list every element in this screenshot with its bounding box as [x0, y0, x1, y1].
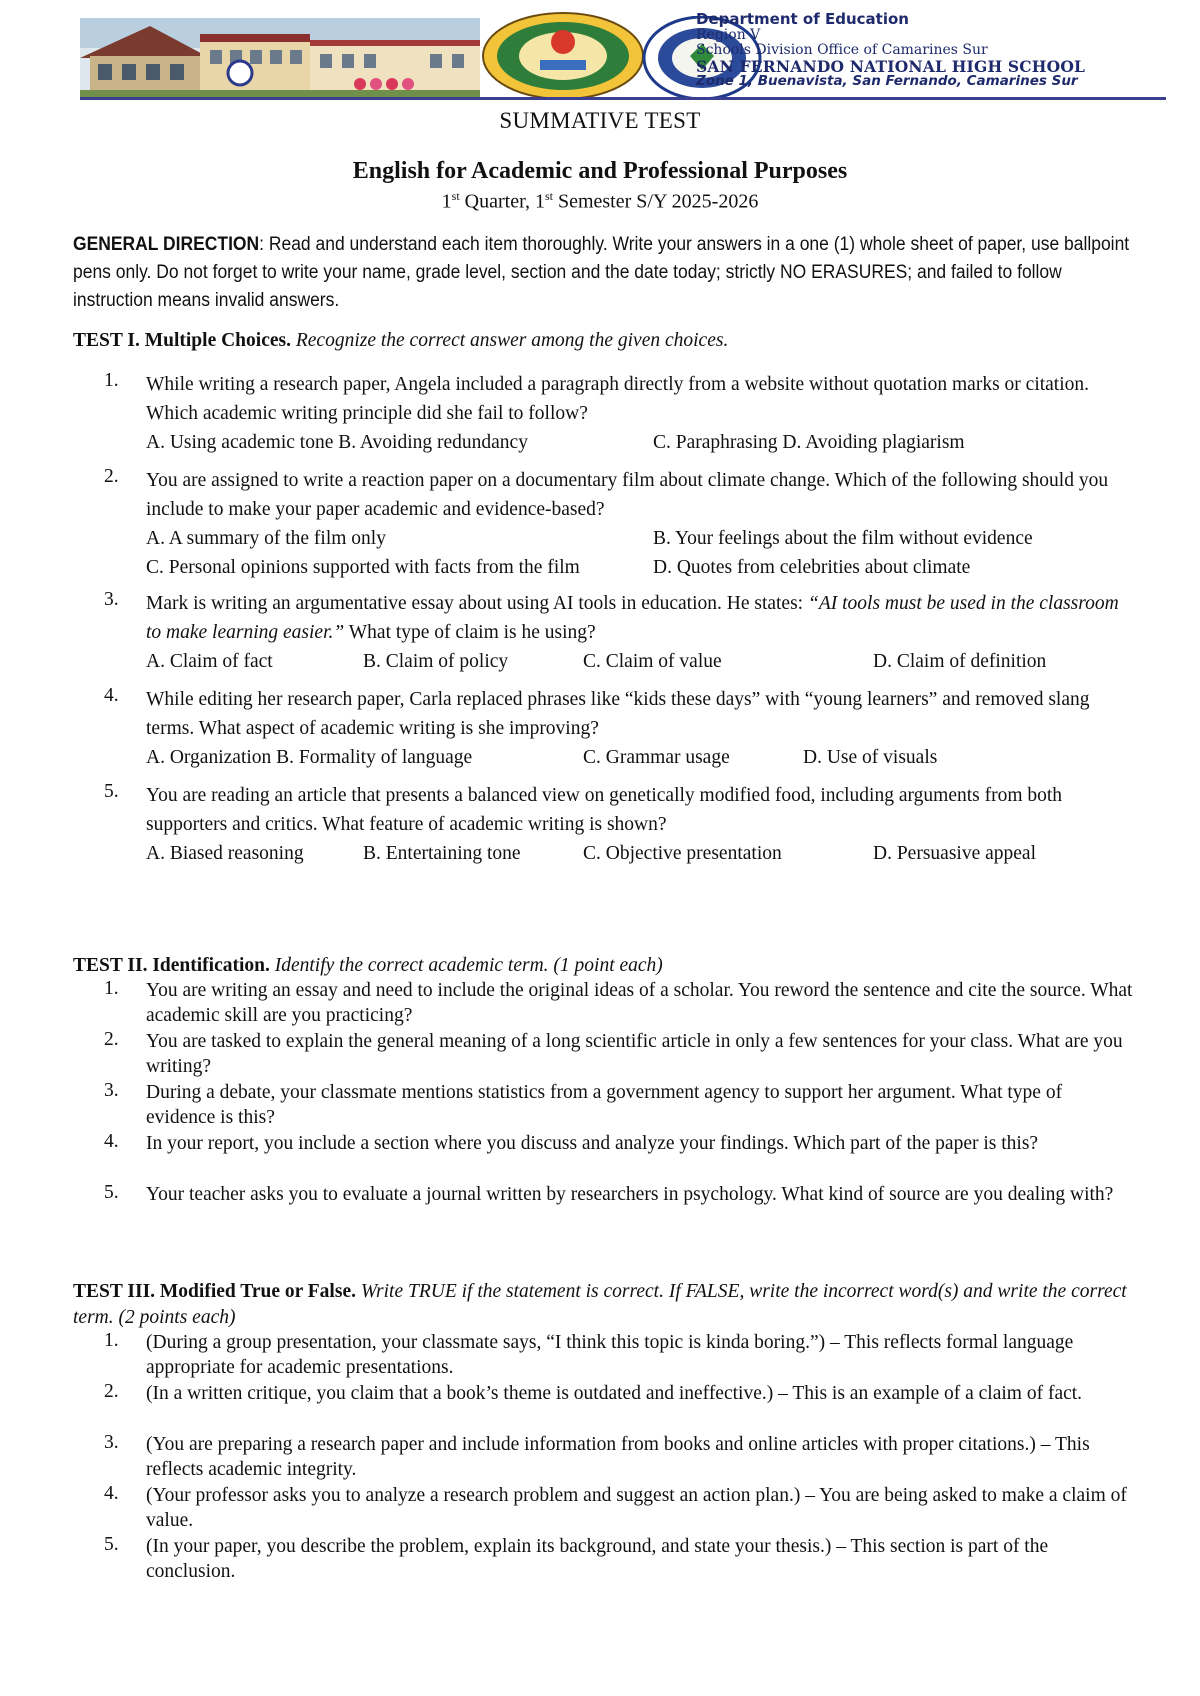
option: A. Using academic tone B. Avoiding redundancy: [146, 432, 528, 453]
option: B. Claim of policy: [363, 651, 509, 672]
test2-item-2: 2. You are tasked to explain the general meaning of a long scientific article in only a few sentences for your class. What are you writing?: [104, 1029, 1123, 1077]
option: A. Biased reasoning: [146, 843, 304, 864]
test3-item-3: 3. (You are preparing a research paper and include information from books and online articles with proper citations.) – This reflects academic integrity.: [104, 1432, 1090, 1480]
test2-item-3: 3. During a debate, your classmate mentions statistics from a government agency to support her argument. What type of evidence is this?: [104, 1080, 1063, 1128]
department-name: Department of Education: [696, 10, 909, 28]
option: B. Entertaining tone: [363, 843, 521, 864]
test1-item-3: 3. Mark is writing an argumentative essay about using AI tools in education. He states: “AI tools must be used in the classroom to make learning easier.” What type of claim is he using? A. Claim of fact B. Claim of policy C. Claim of value D. Claim of definition: [104, 589, 1134, 676]
school-address: Zone 1, Buenavista, San Fernando, Camarines Sur: [696, 73, 1078, 89]
test2-item-5: 5. Your teacher asks you to evaluate a journal written by researchers in psychology. What kind of source are you dealing with?: [104, 1182, 1114, 1205]
test3-item-2: 2. (In a written critique, you claim that a book’s theme is outdated and ineffective.) – This is an example of a claim of fact.: [104, 1381, 1083, 1404]
test3-item-5: 5. (In your paper, you describe the problem, explain its background, and state your thesis.) – This section is part of the conclusion.: [104, 1534, 1049, 1582]
option: A. Claim of fact: [146, 651, 273, 672]
option: C. Objective presentation: [583, 843, 782, 864]
school-building-photo: [80, 18, 480, 98]
option: D. Use of visuals: [803, 747, 938, 768]
test1-heading: TEST I. Multiple Choices. Recognize the correct answer among the given choices.: [73, 330, 729, 351]
division-seal-icon: [480, 12, 646, 100]
letterhead: [80, 12, 1166, 100]
option: D. Persuasive appeal: [873, 843, 1036, 864]
test2-item-4: 4. In your report, you include a section where you discuss and analyze your findings. Which part of the paper is this?: [104, 1131, 1039, 1154]
option: D. Claim of definition: [873, 651, 1047, 672]
test3-item-4: 4. (Your professor asks you to analyze a research problem and suggest an action plan.) – You are being asked to make a claim of value.: [104, 1483, 1127, 1531]
test1-item-2: 2. You are assigned to write a reaction paper on a documentary film about climate change. Which of the following should you include to make your paper academic and evidence-based? A. A summary of the film only B. Your feelings about the film without evidence C. Personal opinions supported with facts from the film D. Quotes from celebrities about climate: [104, 466, 1134, 582]
test3-heading: TEST III. Modified True or False. Write TRUE if the statement is correct. If FALSE, write the incorrect word(s) and write the correct term. (2 points each): [73, 1281, 1127, 1328]
option: A. Organization B. Formality of language: [146, 747, 473, 768]
school-name: SAN FERNANDO NATIONAL HIGH SCHOOL: [696, 56, 1086, 76]
region-name: Region V: [696, 26, 761, 43]
option: C. Paraphrasing D. Avoiding plagiarism: [653, 432, 965, 453]
test2-heading: TEST II. Identification. Identify the correct academic term. (1 point each): [73, 955, 663, 976]
direction-label: GENERAL DIRECTION: [73, 234, 260, 255]
option: C. Claim of value: [583, 651, 722, 672]
document-title: SUMMATIVE TEST: [499, 108, 701, 133]
option: A. A summary of the film only: [146, 528, 386, 549]
direction-text: : Read and understand each item thoroughly. Write your answers in a one (1) whole sheet of paper, use ballpoint pens only. Do not forget to write your name, grade level, section and the date today; strictly NO ERASURES; and failed to follow instruction means invalid answers.: [73, 234, 1130, 311]
general-direction: [73, 231, 1143, 315]
header-divider: [80, 97, 1166, 100]
option: C. Grammar usage: [583, 747, 730, 768]
option: B. Your feelings about the film without evidence: [653, 528, 1033, 549]
test2-item-1: 1. You are writing an essay and need to include the original ideas of a scholar. You reword the sentence and cite the source. What academic skill are you practicing?: [104, 978, 1133, 1026]
division-name: Schools Division Office of Camarines Sur: [696, 42, 988, 58]
subject-title: English for Academic and Professional Purposes: [352, 158, 848, 184]
term-line: 1st Quarter, 1st Semester S/Y 2025-2026: [441, 189, 759, 213]
test1-item-4: 4. While editing her research paper, Carla replaced phrases like “kids these days” with “young learners” and removed slang terms. What aspect of academic writing is she improving? A. Organization B. Formality of language C. Grammar usage D. Use of visuals: [104, 685, 1134, 772]
option: D. Quotes from celebrities about climate: [653, 557, 971, 578]
option: C. Personal opinions supported with facts from the film: [146, 557, 580, 578]
letterhead-text: [696, 12, 1166, 90]
test1-item-1: 1. While writing a research paper, Angela included a paragraph directly from a website without quotation marks or citation. Which academic writing principle did she fail to follow? A. Using academic tone B. Avoiding redundancy C. Paraphrasing D. Avoiding plagiarism: [104, 370, 1134, 457]
test3-item-1: 1. (During a group presentation, your classmate says, “I think this topic is kinda boring.”) – This reflects formal language appropriate for academic presentations.: [104, 1330, 1074, 1378]
test1-item-5: 5. You are reading an article that presents a balanced view on genetically modified food, including arguments from both supporters and critics. What feature of academic writing is shown? A. Biased reasoning B. Entertaining tone C. Objective presentation D. Persuasive appeal: [104, 781, 1134, 868]
